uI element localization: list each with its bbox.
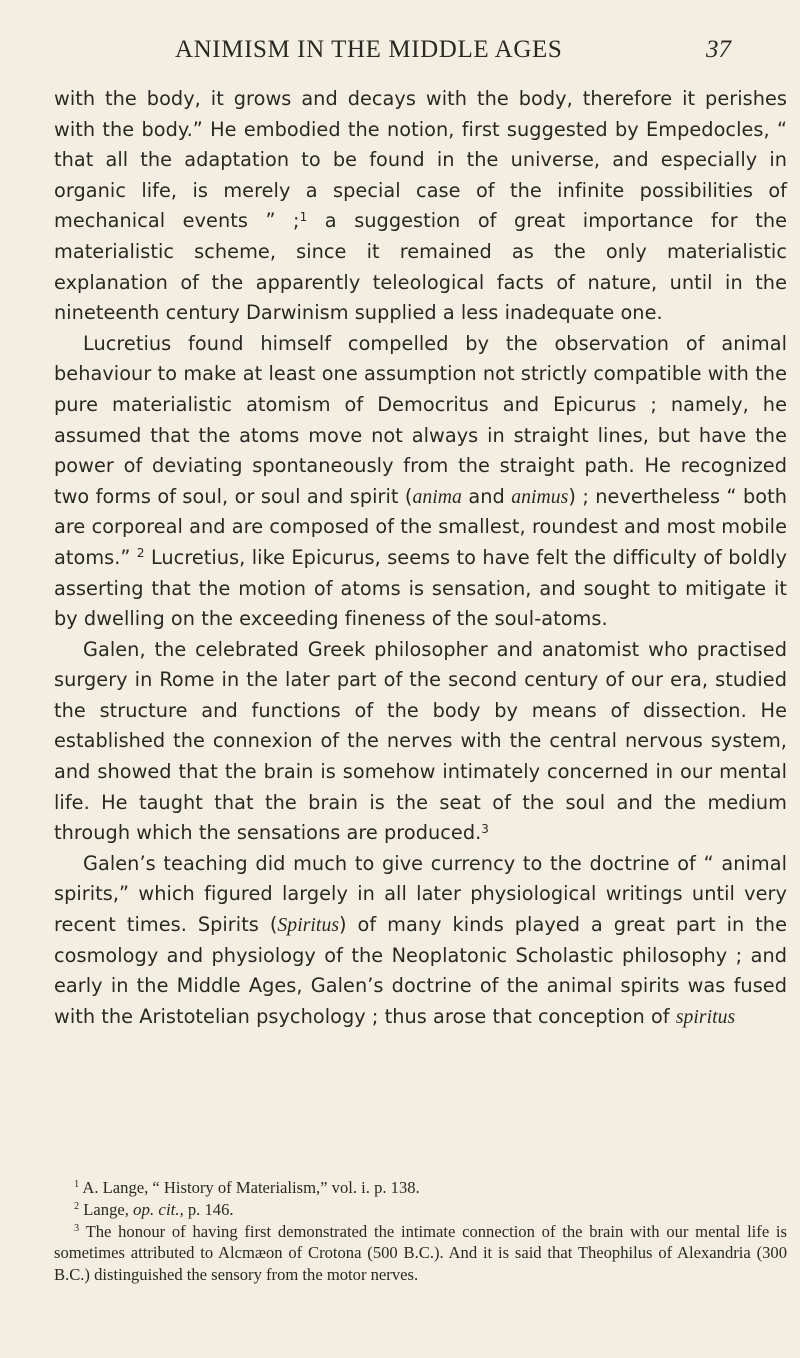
paragraph-2-text-b: ) ; nevertheless “ both are corporeal and are composed of the smallest, roundest and most mobile atoms.” [54,484,787,569]
footnote-ref-2: 2 [136,546,145,561]
running-head [0,30,800,70]
paragraph-3 [54,635,787,849]
animus-term: animus [511,485,569,508]
paragraph-3-text: Galen, the celebrated Greek philosopher and anatomist who practised surgery in Rome in the later part of the second century of our era, studied the structure and functions of the body by means of dissection. He established the connexion of the nerves with the central nervous system, and showed that the brain is somehow intimately concerned in our mental life. He taught that the brain is the seat of the soul and the medium through which the sensations are produced. [54,637,787,845]
footnote-2-pre: Lange, [79,1199,134,1219]
footnote-2-mark: 2 [74,1201,80,1213]
paragraph-1 [54,84,787,329]
footnote-1 [54,1177,787,1199]
footnote-2-opcit: op. cit. [133,1199,180,1219]
footnote-ref-3: 3 [481,821,489,836]
page-number: 37 [706,36,731,63]
footnote-3 [54,1221,787,1286]
paragraph-4-text-a: Galen’s teaching did much to give currency to the doctrine of “ animal spirits,” which figured largely in all later physiological writings until very recent times. Spirits ( [54,851,787,937]
body-text [54,84,787,1032]
anima-term: anima [412,485,462,508]
footnote-3-text: The honour of having first demonstrated the intimate connection of the brain with our mental life is sometimes attributed to Alcmæon of Crotona (500 B.C.). And it is said that Theophilus of Alexandria (300 B.C.) distinguished the sensory from the motor nerves. [54,1221,787,1285]
paragraph-2-and: and [461,484,512,508]
paragraph-1-text-b: a suggestion of great importance for the materialistic scheme, since it remained as the only materialistic explanation of the apparently teleological facts of nature, until in the nineteenth century Darwinism supplied a less inadequate one. [54,209,787,325]
paragraph-2-text-a: Lucretius found himself compelled by the observation of animal behaviour to make at least one assumption not strictly compatible with the pure materialistic atomism of Democritus and Epicurus ; namely, he assumed that the atoms move not always in straight lines, but have the power of deviating spontaneously from the straight path. He recognized two forms of soul, or soul and spirit ( [54,331,787,508]
paragraph-1-text-a: with the body, it grows and decays with the body, therefore it perishes with the body.” He embodied the notion, first suggested by Empedocles, “ that all the adaptation to be found in the universe, and especially in organic life, is merely a special case of the infinite possibilities of mechanical events ” ; [54,87,787,233]
footnote-1-text: A. Lange, “ History of Materialism,” vol. i. p. 138. [79,1178,420,1197]
footnote-3-mark: 3 [74,1222,80,1234]
paragraph-2-text-c: Lucretius, like Epicurus, seems to have felt the difficulty of boldly asserting that the motion of atoms is sensation, and sought to mitigate it by dwelling on the exceeding fineness of the soul-atoms. [54,545,787,631]
paragraph-4 [54,849,787,1033]
spiritus-term-capital: Spiritus [277,914,340,937]
footnote-2-post: , p. 146. [179,1199,234,1219]
paragraph-4-text-b: ) of many kinds played a great part in the cosmology and physiology of the Neoplatonic Scholastic philosophy ; and early in the Middle Ages, Galen’s doctrine of the animal spirits was fused with the Aristotelian psychology ; thus arose that conception of [54,913,787,1028]
footnotes [54,1177,787,1286]
running-title: ANIMISM IN THE MIDDLE AGES [175,36,563,63]
footnote-2 [54,1199,787,1221]
footnote-ref-1: 1 [299,209,308,224]
spiritus-term: spiritus [675,1005,736,1028]
footnote-1-mark: 1 [74,1179,80,1191]
paragraph-2 [54,329,787,635]
